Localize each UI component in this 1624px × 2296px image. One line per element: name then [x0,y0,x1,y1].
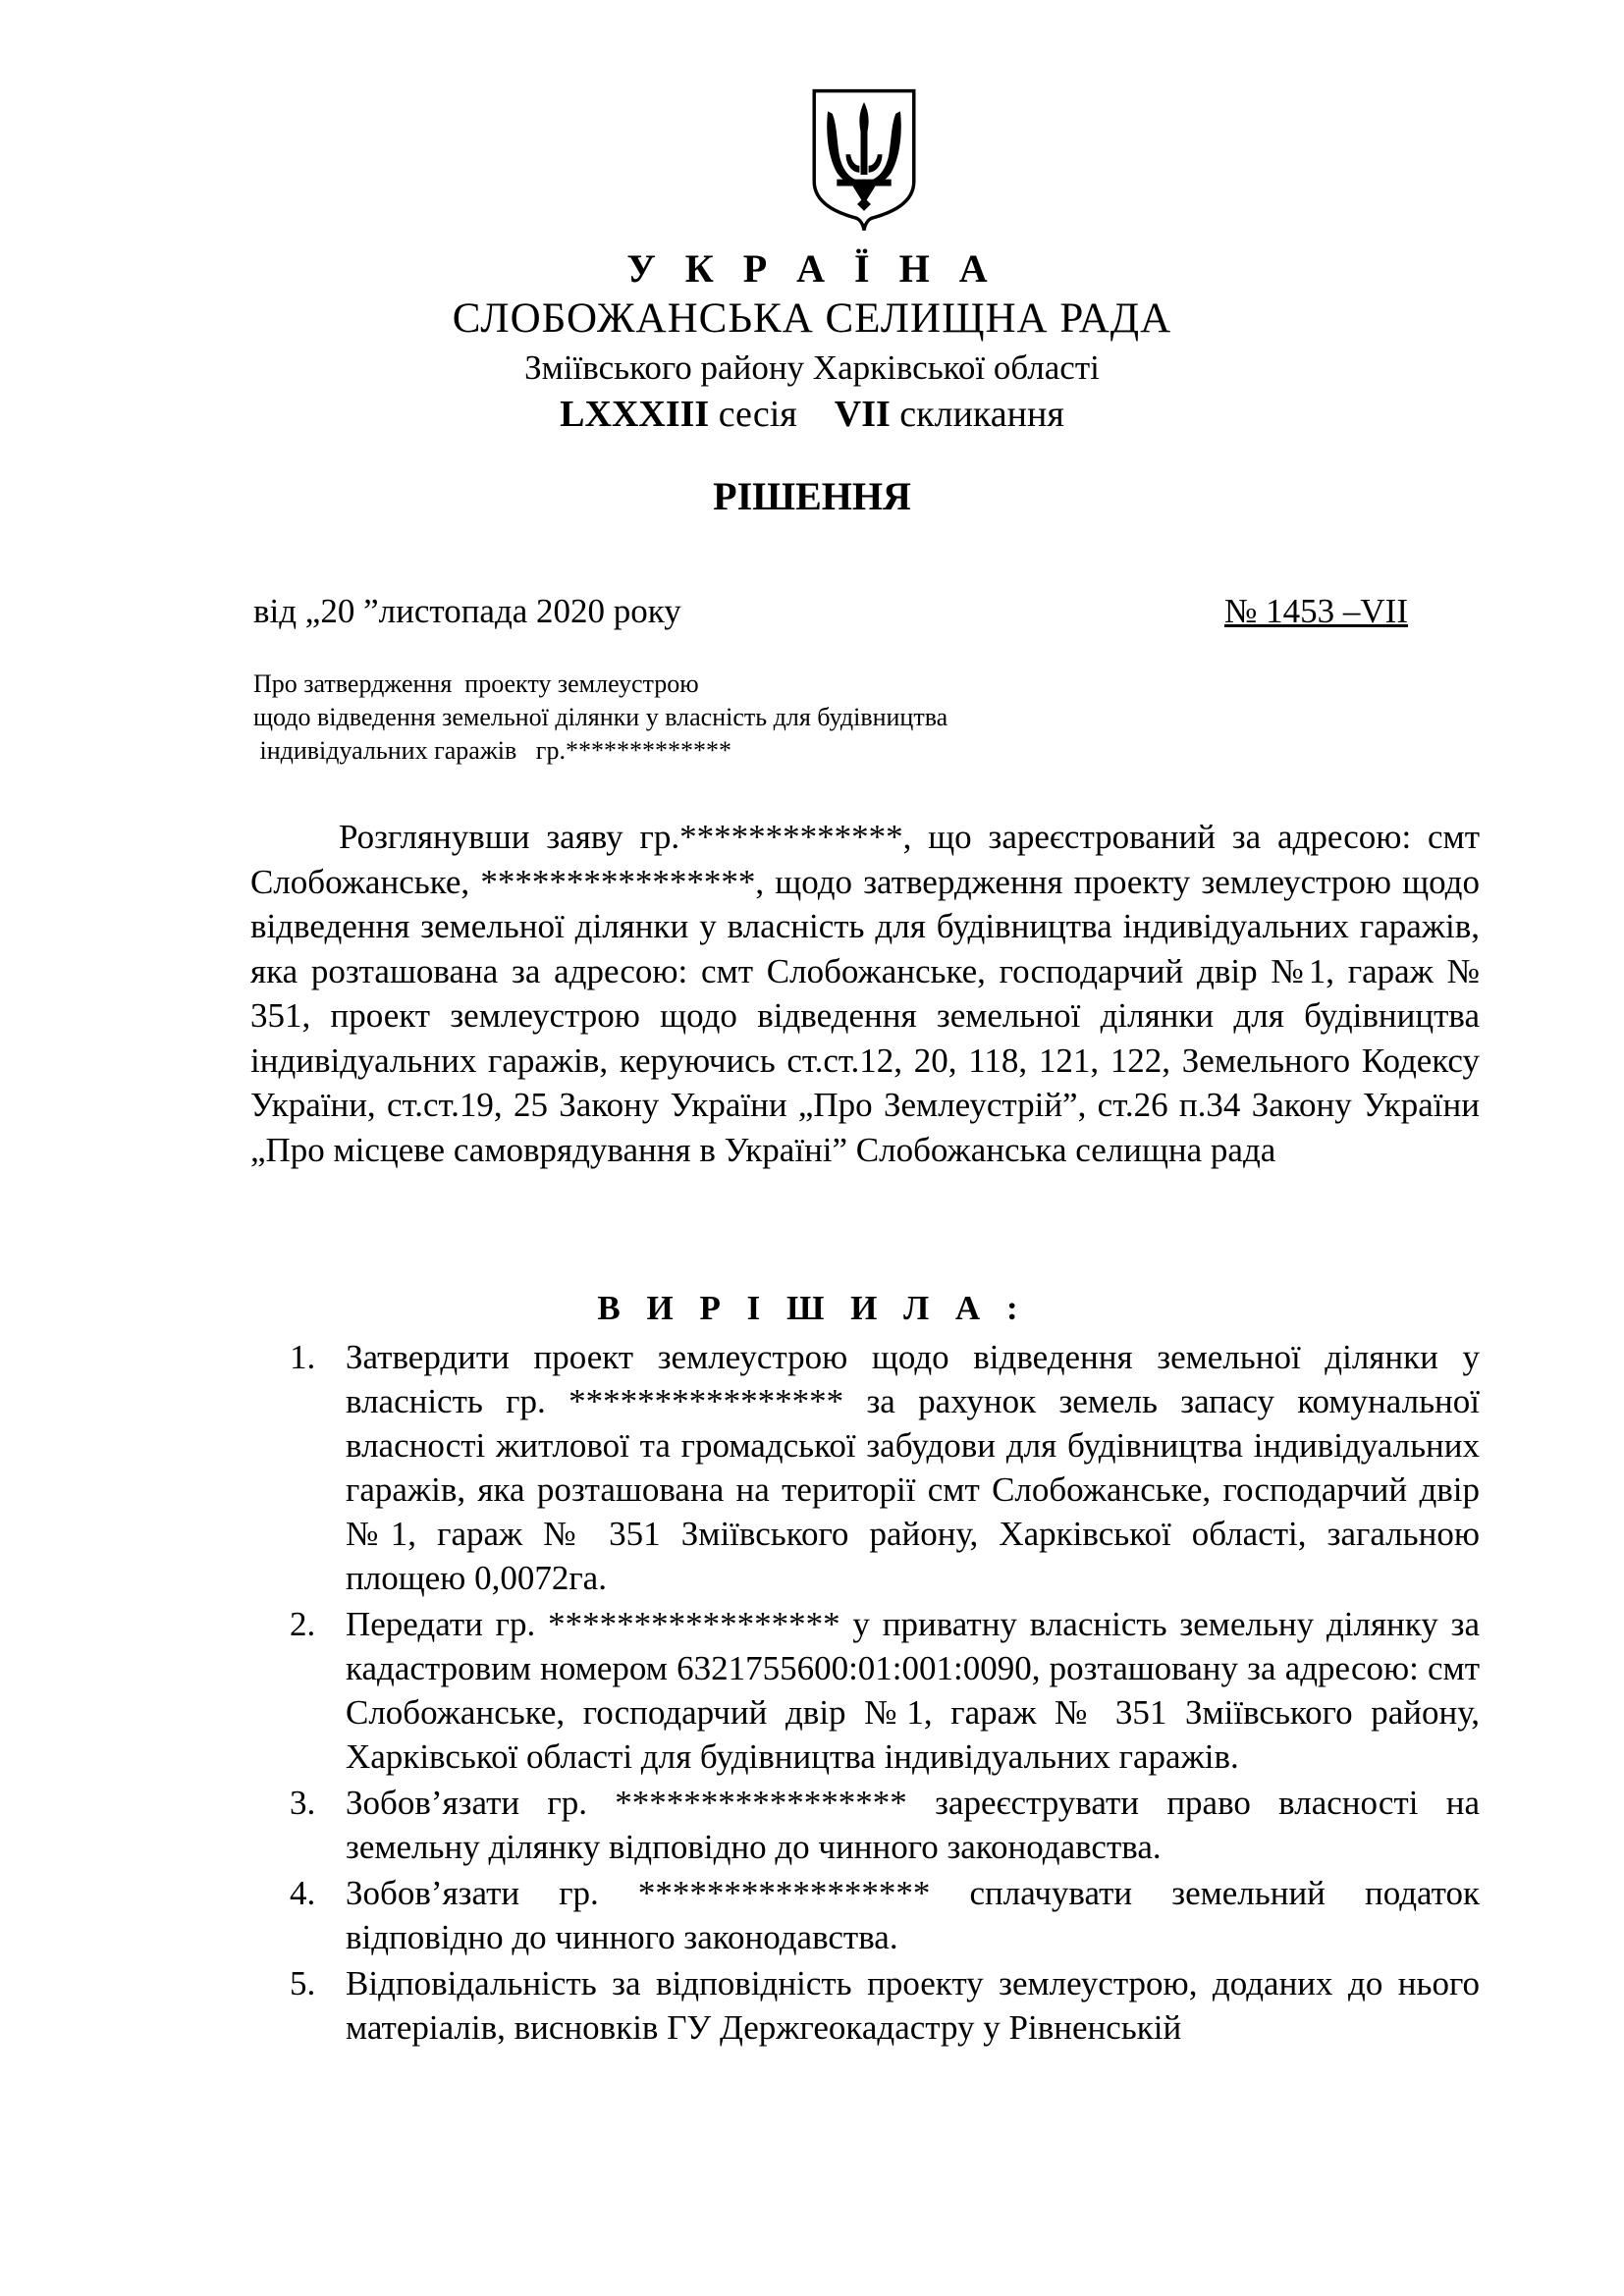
item-number: 1. [290,1338,316,1376]
item-number: 5. [290,1964,316,2002]
resolution-item [290,1781,1480,1869]
subject-line: щодо відведення земельної ділянки у власність для будівництва [253,703,948,731]
decision-subject [253,667,947,768]
resolution-items-list [290,1335,1480,2052]
session-info [0,393,1624,436]
trident-coat-of-arms-icon [805,86,923,234]
resolution-item [290,1602,1480,1779]
item-number: 4. [290,1874,316,1912]
district-region: Зміївського району Харківської області [524,348,1100,387]
decision-date: від „20 ”листопада 2020 року [253,592,681,630]
item-text: Відповідальність за відповідність проекту землеустрою, доданих до нього матеріалів, висновків ГУ Держгеокадастру у Рівненській [346,1964,1480,2047]
resolution-item [290,1871,1480,1959]
resolution-item [290,1961,1480,2050]
resolution-item [290,1335,1480,1600]
item-number: 2. [290,1605,316,1643]
item-text: Передати гр. ***************** у приватну власність земельну ділянку за кадастровим номером 6321755600:01:001:0090, розташовану за адресою: смт Слобожанське, господарчий двір №1, гараж № 351 Зміївського району, Харківської області для будівництва індивідуальних гаражів. [346,1605,1480,1776]
subject-line: Про затвердження проекту землеустрою [253,669,699,698]
item-text: Зобов’язати гр. ***************** сплачувати земельний податок відповідно до чинного законодавства. [346,1874,1480,1956]
decision-number: № 1453 –VII [1224,592,1408,630]
resolution-heading: В И Р І Ш И Л А : [597,1289,1027,1327]
convocation-number: VII [834,394,891,435]
session-number: LXXXIII [560,394,710,435]
item-text: Зобов’язати гр. ***************** зареєструвати право власності на земельну ділянку відповідно до чинного законодавства. [346,1784,1480,1866]
country-name: У К Р А Ї Н А [626,246,998,291]
item-number: 3. [290,1784,316,1822]
preamble-paragraph: Розглянувши заяву гр.*************, що зареєстрований за адресою: смт Слобожанське, ****************, щодо затвердження проекту землеустрою щодо відведення земельної ділянки у власність для будівництва індивідуальних гаражів, яка розташована за адресою: смт Слобожанське, господарчий двір №1, гараж № 351, проект землеустрою щодо відведення земельної ділянки для будівництва індивідуальних гаражів, керуючись ст.ст.12, 20, 118, 121, 122, Земельного Кодексу України, ст.ст.19, 25 Закону України „Про Землеустрій”, ст.26 п.34 Закону України „Про місцеве самоврядування в Україні” Слобожанська селищна рада [250,818,1480,1169]
decision-title: РІШЕННЯ [713,474,911,518]
council-name: СЛОБОЖАНСЬКА СЕЛИЩНА РАДА [452,295,1172,342]
item-text: Затвердити проект землеустрою щодо відведення земельної ділянки у власність гр. **************** за рахунок земель запасу комунальної власності житлової та громадської забудови для будівництва індивідуальних гаражів, яка розташована на території смт Слобожанське, господарчий двір №1, гараж № 351 Зміївського району, Харківської області, загальною площею 0,0072га. [346,1338,1480,1597]
convocation-word: скликання [890,394,1064,435]
subject-line: індивідуальних гаражів гр.************* [253,736,731,765]
session-word: сесія [709,394,835,435]
